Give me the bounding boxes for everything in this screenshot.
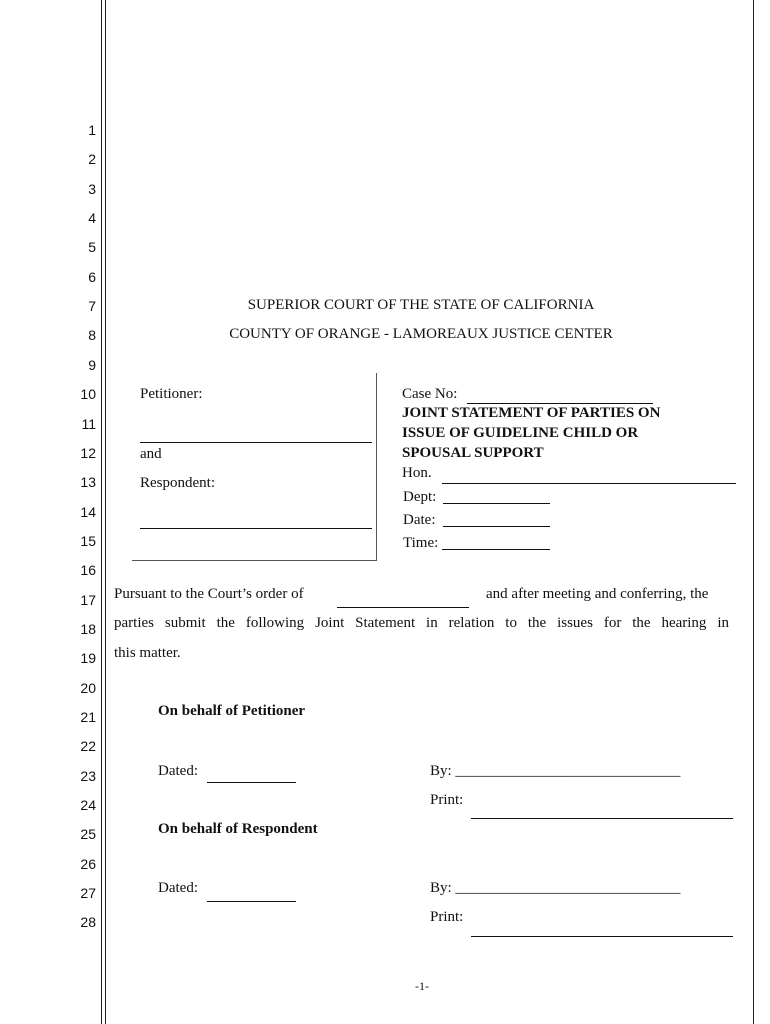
respondent-heading: On behalf of Respondent xyxy=(158,821,318,837)
line-number: 22 xyxy=(80,738,96,755)
time-field[interactable] xyxy=(442,549,550,550)
respondent-print-label: Print: xyxy=(430,909,464,925)
order-date-field[interactable] xyxy=(337,607,469,608)
line-number: 5 xyxy=(88,239,96,256)
document-title-line2: ISSUE OF GUIDELINE CHILD OR xyxy=(402,425,639,441)
case-no-field[interactable] xyxy=(467,403,653,404)
respondent-by-line[interactable]: By: ______________________________ xyxy=(430,880,681,896)
respondent-label: Respondent: xyxy=(140,475,215,491)
right-margin-rule xyxy=(753,0,754,1024)
petitioner-heading: On behalf of Petitioner xyxy=(158,703,306,719)
caption-bottom-border xyxy=(132,560,377,561)
body-line1-start: Pursuant to the Court’s order of xyxy=(114,586,304,602)
respondent-print-field[interactable] xyxy=(471,936,733,937)
left-margin-rule-outer xyxy=(101,0,102,1024)
dept-label: Dept: xyxy=(403,489,437,505)
line-number: 18 xyxy=(80,620,96,637)
date-field[interactable] xyxy=(443,526,550,527)
court-county: COUNTY OF ORANGE - LAMOREAUX JUSTICE CENTER xyxy=(229,326,613,342)
date-label: Date: xyxy=(403,512,436,528)
line-number: 20 xyxy=(80,679,96,696)
line-number: 14 xyxy=(80,503,96,520)
line-number: 9 xyxy=(88,356,96,373)
petitioner-dated-label: Dated: xyxy=(158,763,198,779)
document-title-line1: JOINT STATEMENT OF PARTIES ON xyxy=(402,405,661,421)
line-number: 28 xyxy=(80,914,96,931)
line-number: 11 xyxy=(81,415,96,432)
line-number: 21 xyxy=(80,709,96,725)
line-number: 12 xyxy=(80,444,96,461)
line-number: 25 xyxy=(80,826,96,843)
line-number: 4 xyxy=(88,210,96,227)
line-number: 1 xyxy=(88,122,96,138)
line-number: 7 xyxy=(88,298,96,315)
document-title-line3: SPOUSAL SUPPORT xyxy=(402,445,544,461)
dept-field[interactable] xyxy=(443,503,550,504)
line-number: 8 xyxy=(88,327,96,344)
line-number: 15 xyxy=(80,532,96,549)
time-label: Time: xyxy=(403,535,439,551)
left-margin-rule-inner xyxy=(105,0,106,1024)
respondent-name-line[interactable] xyxy=(140,528,372,529)
page-number: -1- xyxy=(415,979,429,993)
line-number: 13 xyxy=(80,474,96,491)
petitioner-name-line[interactable] xyxy=(140,442,372,443)
body-line1-end: and after meeting and conferring, the xyxy=(486,586,709,602)
case-no-label: Case No: xyxy=(402,386,458,402)
line-number: 16 xyxy=(80,562,96,579)
judge-field[interactable] xyxy=(442,483,736,484)
respondent-dated-label: Dated: xyxy=(158,880,198,896)
respondent-dated-field[interactable] xyxy=(207,901,296,902)
petitioner-dated-field[interactable] xyxy=(207,782,296,783)
petitioner-print-label: Print: xyxy=(430,792,464,808)
petitioner-print-field[interactable] xyxy=(471,818,733,819)
line-number: 26 xyxy=(80,855,96,872)
caption-divider xyxy=(376,373,377,561)
line-number: 23 xyxy=(80,767,96,784)
line-number: 2 xyxy=(88,151,96,168)
line-number: 27 xyxy=(80,885,96,902)
court-name: SUPERIOR COURT OF THE STATE OF CALIFORNIA xyxy=(247,297,595,313)
line-number: 24 xyxy=(80,797,96,814)
line-number: 3 xyxy=(88,180,96,197)
body-line2: parties submit the following Joint Statement in relation to the issues for the hearing in xyxy=(114,615,729,631)
body-line3: this matter. xyxy=(114,645,181,661)
line-number: 6 xyxy=(88,268,96,285)
line-number: 10 xyxy=(80,386,96,403)
petitioner-label: Petitioner: xyxy=(140,386,203,402)
line-number: 19 xyxy=(80,650,96,667)
hon-label: Hon. xyxy=(402,465,432,481)
line-number: 17 xyxy=(80,591,96,608)
petitioner-by-line[interactable]: By: ______________________________ xyxy=(430,763,681,779)
and-label: and xyxy=(140,446,162,462)
